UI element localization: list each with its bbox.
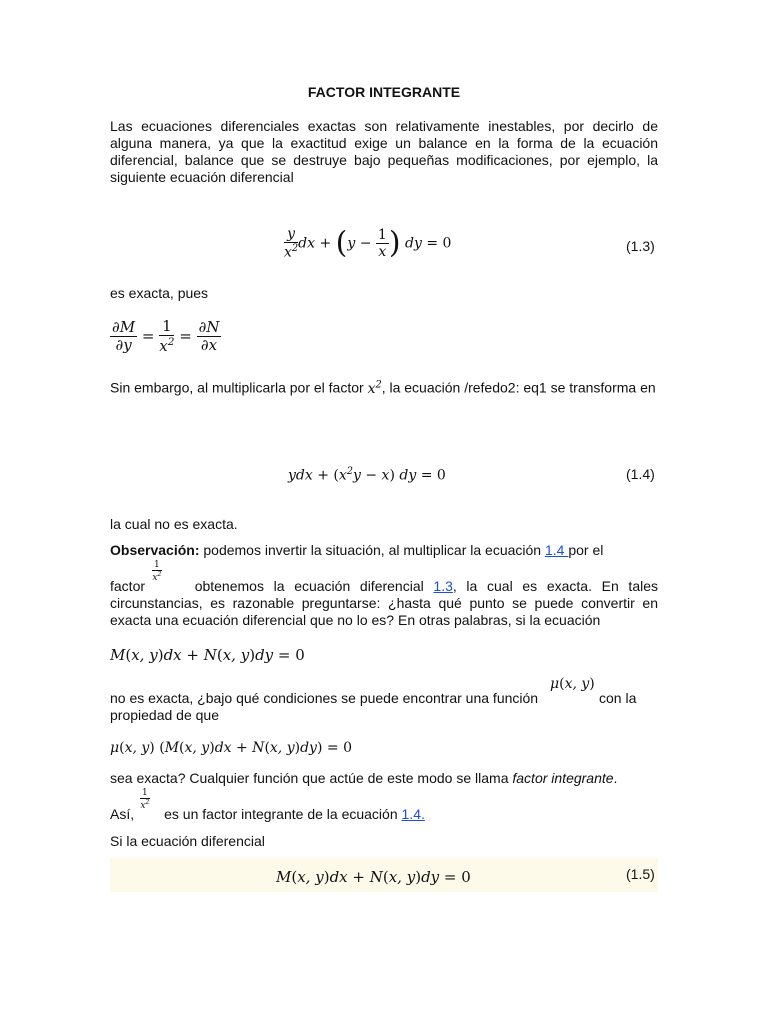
equation-1-3: $\frac{y}{x^2}$ dx + (y − $\frac{1}{x}$ ) dy = 0	[284, 225, 452, 261]
factor-x2-math: $x^2$	[367, 379, 382, 397]
factor-definition-paragraph: sea exacta? Cualquier función que actúe de este modo se llama factor integrante.	[110, 770, 618, 786]
equation-1-4: ydx + $(x^2y - x)$ dy = 0	[288, 466, 446, 484]
equation-number-1-4: (1.4)	[626, 466, 655, 482]
observation-label: Observación:	[110, 542, 200, 558]
integrating-factor-equation: μ(x, y) (M(x, y)dx + N(x, y)dy) = 0	[110, 740, 352, 756]
asi-paragraph: Así, es un factor integrante de la ecuación 1.4.	[110, 806, 425, 822]
condition-line-1: no es exacta, ¿bajo qué condiciones se puede encontrar una función	[110, 690, 539, 706]
multiply-paragraph: Sin embargo, al multiplicarla por el factor $x^2$, la ecuación /refedo2: eq1 se transforma en	[110, 379, 656, 397]
link-equation-1-3[interactable]: 1.3	[433, 578, 453, 594]
observation-line-1: Observación: podemos invertir la situación, al multiplicar la ecuación 1.4 por el	[110, 542, 604, 558]
fraction-1-over-x: $\frac{1}{x}$	[377, 226, 387, 260]
link-equation-1-4[interactable]: 1.4	[544, 542, 569, 558]
condition-line-2: propiedad de que	[110, 707, 219, 723]
condition-line-1-end: con la	[599, 690, 637, 706]
exact-paragraph: es exacta, pues	[110, 285, 209, 301]
intro-paragraph: Las ecuaciones diferenciales exactas son relativamente inestables, por decirlo de alguna manera, ya que la exactitud exige un balance en la forma de la ecuación diferencial, balance que se destruye bajo pequeñas modificaciones, por ejemplo, la siguiente ecuación diferencial	[110, 118, 658, 185]
mu-function-math: μ(x, y)	[550, 676, 595, 692]
link-equation-1-4-second[interactable]: 1.4.	[401, 806, 425, 822]
observation-paragraph: factor obtenemos la ecuación diferencial 1.3, la cual es exacta. En tales circunstancias, es razonable preguntarse: ¿hasta qué punto se puede convertir en exacta una ecuación diferencial que no lo es? En otras palabras, si la ecuación	[110, 578, 658, 628]
equation-number-1-3: (1.3)	[626, 238, 655, 254]
small-fraction-1-over-x2-second: $\frac{1}{x^2}$	[140, 788, 150, 812]
page-title: FACTOR INTEGRANTE	[307, 84, 461, 100]
partial-derivatives-equation: $\frac{\partial M}{\partial y}$ = $\frac{1}{x^2}$ = $\frac{\partial N}{\partial x}$	[112, 317, 220, 356]
general-equation: M(x, y)dx + N(x, y)dy = 0	[110, 646, 305, 664]
term-factor-integrante: factor integrante	[512, 770, 614, 786]
not-exact-paragraph: la cual no es exacta.	[110, 516, 238, 532]
small-fraction-1-over-x2: $\frac{1}{x^2}$	[152, 560, 162, 584]
equation-1-5: M(x, y)dx + N(x, y)dy = 0	[276, 868, 471, 886]
equation-number-1-5: (1.5)	[626, 866, 655, 882]
fraction-y-over-x2: $\frac{y}{x^2}$	[284, 226, 299, 261]
differential-equation-paragraph: Si la ecuación diferencial	[110, 833, 265, 849]
